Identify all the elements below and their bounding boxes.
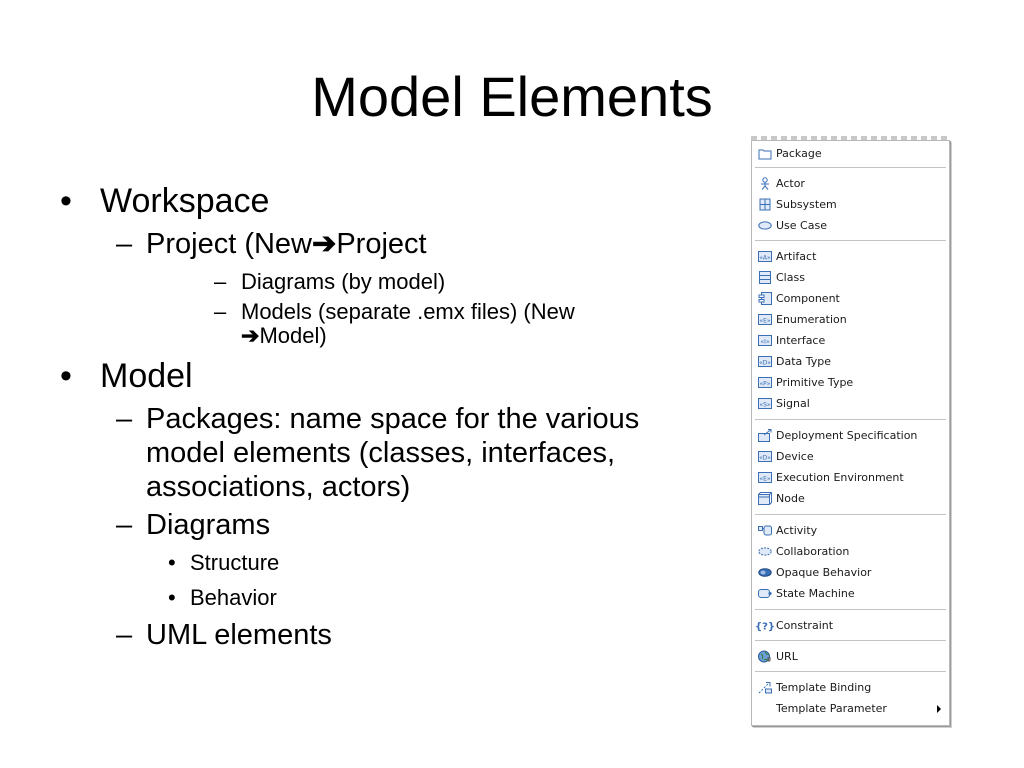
menu-separator (755, 514, 946, 515)
menu-separator (755, 240, 946, 241)
menu-item-artifact[interactable] (752, 246, 949, 267)
menu-item-label: Primitive Type (776, 376, 854, 389)
bullet-models-line1: Models (separate .emx files) (New (241, 299, 575, 324)
menu-item-label: Node (776, 492, 805, 505)
menu-item-device[interactable] (752, 446, 949, 467)
menu-item-label: Deployment Specification (776, 429, 918, 442)
class-icon (758, 271, 772, 284)
menu-item-label: State Machine (776, 587, 855, 600)
bullet-packages-line3: associations, actors) (146, 471, 411, 503)
menu-item-label: Use Case (776, 219, 827, 232)
dash-marker: – (116, 619, 133, 651)
bullet-marker: • (60, 182, 72, 220)
actor-icon (758, 177, 772, 190)
menu-item-label: Opaque Behavior (776, 566, 872, 579)
svg-text:«D»: «D» (759, 359, 771, 367)
artifact-icon (758, 250, 772, 263)
menu-item-label: Signal (776, 397, 810, 410)
menu-separator (755, 419, 946, 420)
subsystem-icon (758, 198, 772, 211)
menu-item-label: Component (776, 292, 840, 305)
node-icon (758, 492, 772, 505)
menu-item-label: URL (776, 650, 798, 663)
dash-marker: – (116, 509, 133, 541)
device-icon (758, 450, 772, 463)
menu-item-label: Data Type (776, 355, 832, 368)
menu-item-label: Activity (776, 524, 818, 537)
menu-item-label: Artifact (776, 250, 817, 263)
package-icon (758, 147, 772, 160)
bullet-project (146, 227, 427, 261)
menu-item-template-binding[interactable] (752, 677, 949, 698)
menu-item-constraint[interactable] (752, 615, 949, 636)
bullet-model: Model (100, 357, 193, 395)
menu-item-label: Actor (776, 177, 805, 190)
bullet-behavior: Behavior (190, 585, 277, 610)
project-suffix: Project (336, 228, 427, 260)
menu-separator (755, 609, 946, 610)
menu-item-interface[interactable] (752, 330, 949, 351)
menu-item-template-parameter[interactable] (752, 698, 949, 719)
state-machine-icon (758, 587, 772, 600)
menu-item-package[interactable] (752, 143, 949, 164)
bullet-marker: • (60, 357, 72, 395)
url-icon (758, 650, 772, 663)
menu-item-activity[interactable] (752, 520, 949, 541)
dash-marker: – (116, 403, 133, 435)
bullet-marker: • (168, 585, 176, 610)
menu-item-enumeration[interactable] (752, 309, 949, 330)
use-case-icon (758, 219, 772, 232)
menu-item-component[interactable] (752, 288, 949, 309)
submenu-arrow-icon (937, 705, 941, 713)
svg-text:«P»: «P» (759, 380, 771, 388)
primitive-type-icon (758, 376, 772, 389)
menu-item-state-machine[interactable] (752, 583, 949, 604)
menu-item-label: Constraint (776, 619, 834, 632)
bullet-structure: Structure (190, 550, 280, 575)
svg-text:«I»: «I» (760, 338, 770, 346)
menu-item-label: Package (776, 147, 822, 160)
bullet-uml-elements: UML elements (146, 619, 332, 651)
menu-separator (755, 671, 946, 672)
menu-item-class[interactable] (752, 267, 949, 288)
bullet-diagrams: Diagrams (146, 509, 271, 541)
component-icon (758, 292, 772, 305)
deployment-specification-icon (758, 429, 772, 442)
menu-item-label: Device (776, 450, 814, 463)
menu-item-label: Execution Environment (776, 471, 904, 484)
svg-text:«A»: «A» (759, 254, 771, 262)
collaboration-icon (758, 545, 772, 558)
menu-item-label: Interface (776, 334, 826, 347)
dash-marker: – (214, 299, 227, 324)
menu-item-subsystem[interactable] (752, 194, 949, 215)
menu-item-label: Template Binding (776, 681, 872, 694)
slide-title: Model Elements (311, 65, 713, 128)
menu-item-node[interactable] (752, 488, 949, 509)
menu-item-label: Template Parameter (776, 702, 887, 715)
svg-text:«D»: «D» (759, 454, 771, 462)
arrow-icon: ➔ (241, 323, 260, 348)
svg-text:«E»: «E» (759, 475, 771, 483)
menu-item-data-type[interactable] (752, 351, 949, 372)
bullet-marker: • (168, 550, 176, 575)
menu-item-label: Subsystem (776, 198, 837, 211)
template-binding-icon (758, 681, 772, 694)
dash-marker: – (116, 228, 133, 260)
menu-separator (755, 640, 946, 641)
menu-item-label: Class (776, 271, 805, 284)
dash-marker: – (214, 269, 227, 294)
bullet-models-line2 (241, 322, 327, 349)
bullet-workspace: Workspace (100, 182, 270, 220)
context-menu (751, 140, 950, 726)
bullet-diagrams-by-model: Diagrams (by model) (241, 269, 446, 294)
signal-icon (758, 397, 772, 410)
activity-icon (758, 524, 772, 537)
models-line2-text: Model) (259, 323, 327, 348)
svg-text:«S»: «S» (759, 401, 771, 409)
menu-item-use-case[interactable] (752, 215, 949, 236)
menu-item-opaque-behavior[interactable] (752, 562, 949, 583)
menu-item-primitive-type[interactable] (752, 372, 949, 393)
svg-text:«E»: «E» (759, 317, 771, 325)
menu-item-label: Collaboration (776, 545, 850, 558)
bullet-packages-line1: Packages: name space for the various (146, 403, 640, 435)
project-prefix: Project (New (146, 228, 312, 260)
menu-separator (755, 167, 946, 168)
bullet-packages-line2: model elements (classes, interfaces, (146, 437, 616, 469)
opaque-behavior-icon (758, 566, 772, 579)
interface-icon (758, 334, 772, 347)
menu-item-url[interactable] (752, 646, 949, 667)
constraint-icon (754, 619, 776, 633)
svg-text:{?}: {?} (754, 621, 776, 633)
menu-item-deployment-specification[interactable] (752, 425, 949, 446)
menu-item-execution-environment[interactable] (752, 467, 949, 488)
execution-environment-icon (758, 471, 772, 484)
menu-item-signal[interactable] (752, 393, 949, 414)
data-type-icon (758, 355, 772, 368)
menu-item-actor[interactable] (752, 173, 949, 194)
menu-item-label: Enumeration (776, 313, 847, 326)
arrow-icon: ➔ (312, 228, 337, 260)
menu-item-collaboration[interactable] (752, 541, 949, 562)
enumeration-icon (758, 313, 772, 326)
